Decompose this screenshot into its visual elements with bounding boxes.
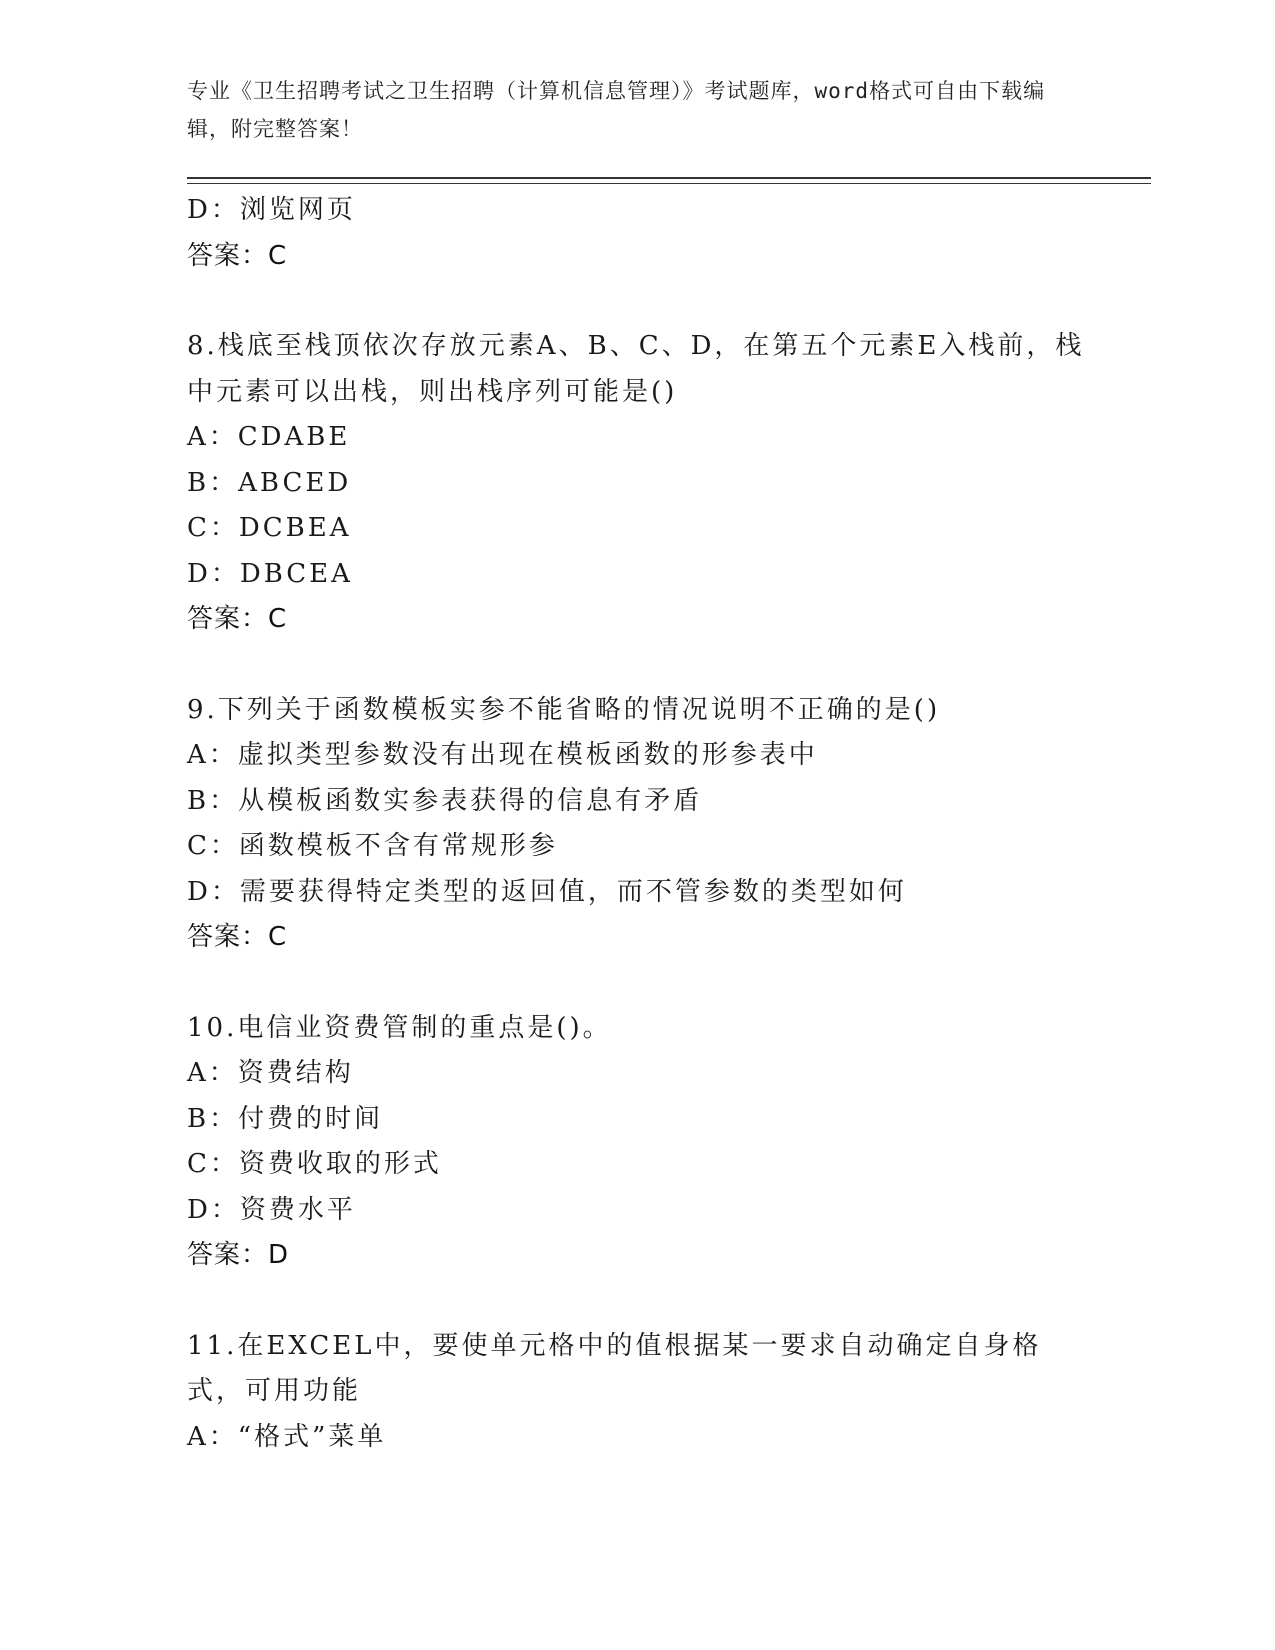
header-rule-thin bbox=[187, 183, 1151, 184]
question-list bbox=[187, 188, 1087, 1460]
page-header: 专业《卫生招聘考试之卫生招聘（计算机信息管理）》考试题库，word格式可自由下载编辑，附完整答案！ bbox=[187, 79, 1046, 141]
option-a: A：CDABE bbox=[187, 422, 351, 452]
answer-line: 答案：C bbox=[187, 240, 288, 271]
option-c: C：DCBEA bbox=[187, 513, 352, 543]
question-9 bbox=[187, 688, 1087, 961]
question-stem: 9.下列关于函数模板实参不能省略的情况说明不正确的是() bbox=[187, 694, 941, 725]
option-c: C：资费收取的形式 bbox=[187, 1149, 442, 1179]
option-d: D：资费水平 bbox=[187, 1194, 356, 1225]
answer-line: 答案：C bbox=[187, 922, 288, 952]
question-7-tail bbox=[187, 188, 1087, 279]
option-a: A：虚拟类型参数没有出现在模板函数的形参表中 bbox=[187, 740, 818, 770]
answer-line: 答案：C bbox=[187, 604, 288, 634]
option-a: A：资费结构 bbox=[187, 1058, 354, 1088]
question-stem: 10.电信业资费管制的重点是()。 bbox=[187, 1012, 612, 1043]
question-stem: 8.栈底至栈顶依次存放元素A、B、C、D，在第五个元素E入栈前，栈中元素可以出栈，则出栈序列可能是() bbox=[187, 331, 1085, 407]
question-11 bbox=[187, 1324, 1087, 1461]
spacer bbox=[187, 961, 1087, 1006]
header-rule-thick bbox=[187, 177, 1151, 179]
option-d: D：浏览网页 bbox=[187, 195, 356, 225]
option-b: B：付费的时间 bbox=[187, 1103, 384, 1134]
option-b: B：ABCED bbox=[187, 467, 352, 498]
option-d: D：需要获得特定类型的返回值，而不管参数的类型如何 bbox=[187, 876, 907, 907]
answer-line: 答案：D bbox=[187, 1240, 290, 1270]
spacer bbox=[187, 279, 1087, 324]
option-c: C：函数模板不含有常规形参 bbox=[187, 831, 558, 861]
question-stem: 11.在EXCEL中，要使单元格中的值根据某一要求自动确定自身格式，可用功能 bbox=[187, 1330, 1042, 1406]
question-8 bbox=[187, 324, 1087, 643]
spacer bbox=[187, 1279, 1087, 1324]
question-10 bbox=[187, 1006, 1087, 1279]
option-a: A：“格式”菜单 bbox=[187, 1421, 387, 1452]
option-d: D：DBCEA bbox=[187, 558, 353, 589]
option-b: B：从模板函数实参表获得的信息有矛盾 bbox=[187, 785, 703, 816]
spacer bbox=[187, 643, 1087, 688]
